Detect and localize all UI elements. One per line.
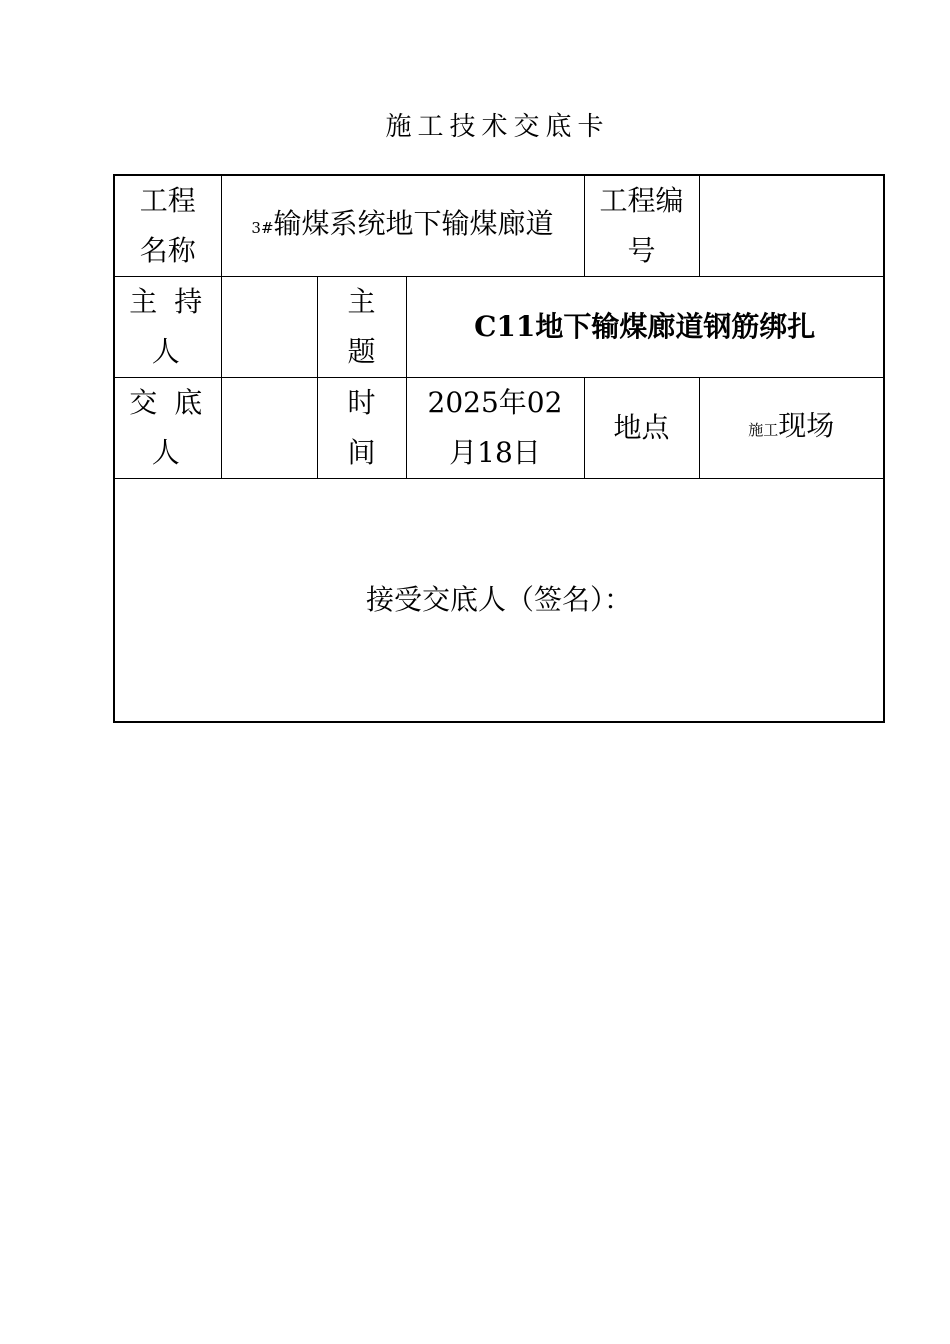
signature-label: 接受交底人（签名）：: [365, 583, 632, 616]
project-row: [114, 175, 884, 277]
location-value: 现场: [778, 409, 835, 442]
signature-area[interactable]: [114, 479, 884, 723]
signature-row: [114, 479, 884, 723]
briefing-card-table: [113, 174, 885, 723]
host-value: [221, 277, 317, 378]
time-value: 2025年02月18日: [406, 378, 584, 479]
project-name-prefix: 3#: [251, 219, 274, 237]
presenter-value: [221, 378, 317, 479]
project-name-label: 工程名称: [114, 175, 221, 277]
project-no-label: 工程编号: [584, 175, 699, 277]
location-prefix: 施工: [748, 421, 779, 439]
topic-value: C11地下输煤廊道钢筋绑扎: [406, 277, 884, 378]
location-cell: [699, 378, 884, 479]
project-name-value: 输煤系统地下输煤廊道: [273, 207, 554, 240]
project-no-value: [699, 175, 884, 277]
project-name-cell: [221, 175, 584, 277]
topic-label: 主题: [317, 277, 406, 378]
host-label: 主 持人: [114, 277, 221, 378]
presenter-label: 交 底人: [114, 378, 221, 479]
presenter-row: [114, 378, 884, 479]
host-row: [114, 277, 884, 378]
time-label: 时间: [317, 378, 406, 479]
location-label: 地点: [584, 378, 699, 479]
document-title: 施工技术交底卡: [385, 112, 610, 142]
